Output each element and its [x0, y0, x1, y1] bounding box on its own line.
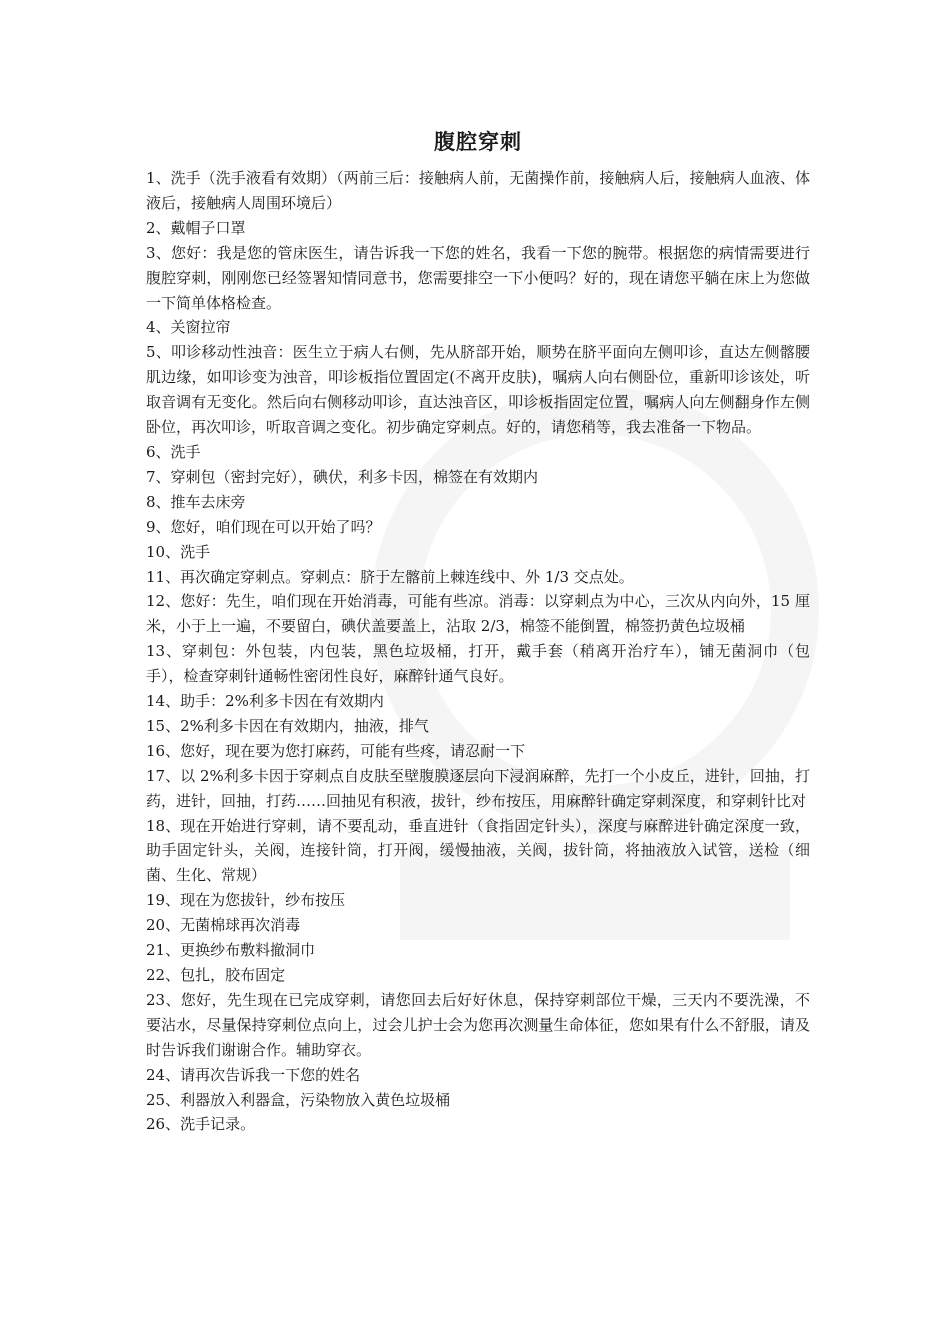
step-item: 6、洗手 [146, 442, 201, 461]
step-item: 25、利器放入利器盒，污染物放入黄色垃圾桶 [146, 1090, 451, 1109]
step-item: 19、现在为您拔针，纱布按压 [146, 891, 346, 910]
step-item: 4、关窗拉帘 [146, 318, 231, 337]
step-item: 18、现在开始进行穿刺，请不要乱动，垂直进针（食指固定针头），深度与麻醉进针确定深度一致，助手固定针头，关阀，连接针筒，打开阀，缓慢抽液，关阀，拔针筒，将抽液放入试管，送检（细菌、生化、常规） [146, 816, 810, 885]
step-item: 14、助手：2%利多卡因在有效期内 [146, 692, 384, 711]
step-item: 24、请再次告诉我一下您的姓名 [146, 1065, 361, 1084]
step-item: 23、您好，先生现在已完成穿刺，请您回去后好好休息，保持穿刺部位干燥，三天内不要洗澡，不要沾水，尽量保持穿刺位点向上，过会儿护士会为您再次测量生命体征，您如果有什么不舒服，请及时告诉我们谢谢合作。辅助穿衣。 [146, 990, 810, 1059]
step-item: 13、穿刺包：外包装，内包装，黑色垃圾桶，打开，戴手套（稍离开治疗车），铺无菌洞巾（包手），检查穿刺针通畅性密闭性良好，麻醉针通气良好。 [146, 642, 810, 686]
document-title: 腹腔穿刺 [434, 129, 522, 154]
step-item: 20、无菌棉球再次消毒 [146, 916, 301, 935]
step-item: 9、您好，咱们现在可以开始了吗？ [146, 517, 381, 536]
step-item: 7、穿刺包（密封完好），碘伏，利多卡因，棉签在有效期内 [146, 467, 539, 486]
step-item: 2、戴帽子口罩 [146, 218, 246, 237]
step-item: 17、以 2%利多卡因于穿刺点自皮肤至壁腹膜逐层向下浸润麻醉，先打一个小皮丘，进针，回抽，打药，进针，回抽，打药……回抽见有积液，拔针，纱布按压，用麻醉针确定穿刺深度，和穿刺针比对 [146, 766, 810, 810]
step-item: 3、您好：我是您的管床医生，请告诉我一下您的姓名，我看一下您的腕带。根据您的病情需要进行腹腔穿刺，刚刚您已经签署知情同意书，您需要排空一下小便吗？好的，现在请您平躺在床上为您做一下简单体格检查。 [146, 243, 810, 312]
step-item: 11、再次确定穿刺点。穿刺点：脐于左髂前上棘连线中、外 1/3 交点处。 [146, 567, 634, 586]
document-page [146, 118, 810, 1137]
step-item: 21、更换纱布敷料撤洞巾 [146, 941, 316, 960]
step-item: 16、您好，现在要为您打麻药，可能有些疼，请忍耐一下 [146, 741, 526, 760]
step-item: 10、洗手 [146, 542, 211, 561]
step-item: 8、推车去床旁 [146, 492, 246, 511]
step-item: 1、洗手（洗手液看有效期）（两前三后：接触病人前，无菌操作前，接触病人后，接触病人血液、体液后，接触病人周围环境后） [146, 169, 810, 212]
step-item: 5、叩诊移动性浊音：医生立于病人右侧，先从脐部开始，顺势在脐平面向左侧叩诊，直达左侧髂腰肌边缘，如叩诊变为浊音，叩诊板指位置固定(不离开皮肤)，嘱病人向右侧卧位，重新叩诊该处，听取音调有无变化。然后向右侧移动叩诊，直达浊音区，叩诊板指固定位置，嘱病人向左侧翻身作左侧卧位，再次叩诊，听取音调之变化。初步确定穿刺点。好的，请您稍等，我去准备一下物品。 [146, 343, 810, 437]
step-item: 15、2%利多卡因在有效期内，抽液，排气 [146, 716, 429, 735]
step-item: 22、包扎，胶布固定 [146, 966, 286, 984]
step-item: 26、洗手记录。 [146, 1115, 256, 1134]
step-item: 12、您好：先生，咱们现在开始消毒，可能有些凉。消毒：以穿刺点为中心，三次从内向外，15 厘米，小于上一遍，不要留白，碘伏盖要盖上，沾取 2/3，棉签不能倒置，棉签扔黄色垃圾桶 [146, 592, 810, 636]
procedure-steps [146, 166, 810, 1137]
